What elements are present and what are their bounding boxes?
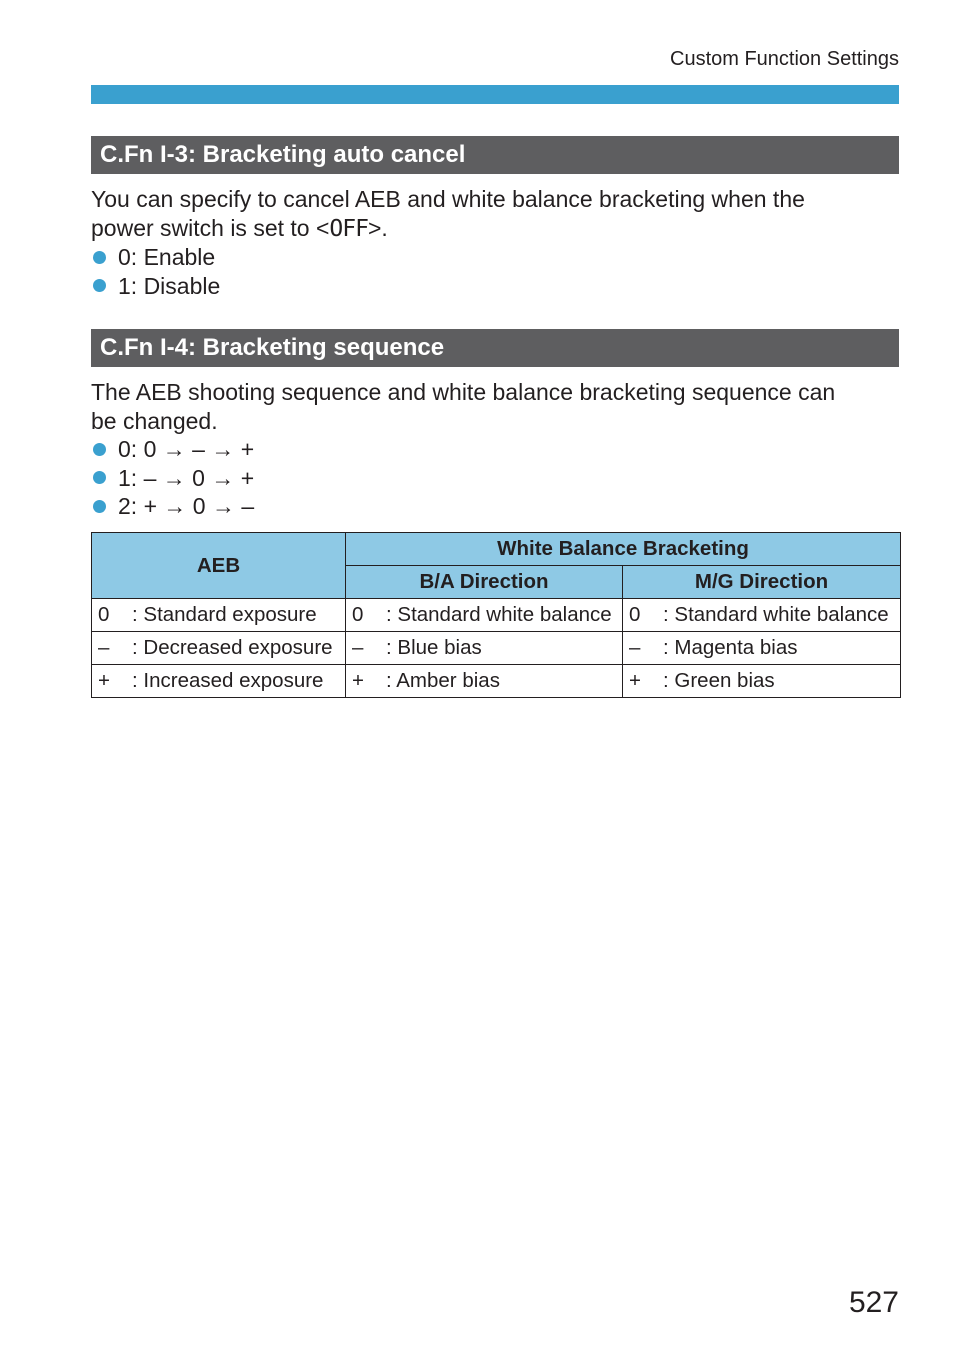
running-header: Custom Function Settings [670, 48, 899, 70]
cell-description: : Standard exposure [132, 603, 317, 626]
bullet-dot-icon [93, 471, 106, 484]
cell-description: : Magenta bias [663, 636, 798, 659]
cell-description: : Blue bias [386, 636, 482, 659]
table-cell-aeb [92, 599, 346, 632]
paragraph-line: be changed. [91, 407, 218, 434]
cell-symbol: + [629, 669, 641, 692]
cell-symbol: + [98, 669, 110, 692]
cell-symbol: – [629, 636, 641, 659]
header-accent-bar [91, 85, 899, 104]
cell-description: : Increased exposure [132, 669, 324, 692]
cell-description: : Green bias [663, 669, 775, 692]
table-row [92, 599, 901, 632]
option-label: 2: + → 0 → – [118, 493, 255, 519]
option-label: 1: – → 0 → + [118, 464, 255, 491]
table-cell-ba [346, 665, 623, 698]
option-label: 0: 0 → – → + [118, 436, 255, 462]
paragraph-line [91, 214, 899, 244]
cell-symbol: + [352, 669, 364, 692]
cell-description: : Standard white balance [386, 603, 612, 626]
table-cell-mg [623, 665, 901, 698]
table-cell-mg [623, 599, 901, 632]
column-header-wb-bracketing: White Balance Bracketing [346, 533, 901, 566]
bullet-dot-icon [93, 279, 106, 292]
table-row [92, 632, 901, 665]
paragraph-line: The AEB shooting sequence and white balance bracketing sequence can [91, 379, 836, 405]
cell-description: : Amber bias [386, 669, 500, 692]
paragraph-text: power switch is set to < [91, 214, 330, 241]
power-off-icon: OFF [329, 215, 368, 242]
column-header-ba-direction: B/A Direction [346, 566, 623, 599]
option-item [91, 435, 899, 464]
table-cell-aeb [92, 632, 346, 665]
option-item [91, 243, 899, 272]
cell-description: : Decreased exposure [132, 636, 333, 659]
bullet-dot-icon [93, 443, 106, 456]
table-cell-ba [346, 632, 623, 665]
page-number: 527 [848, 1286, 899, 1319]
option-item [91, 464, 899, 493]
table-header-row [92, 533, 901, 566]
cell-symbol: 0 [98, 603, 110, 626]
section-body-bracketing-auto-cancel [91, 185, 899, 300]
section-title-bracketing-sequence: C.Fn I-4: Bracketing sequence [91, 329, 899, 367]
bullet-dot-icon [93, 500, 106, 513]
option-label: 1: Disable [118, 272, 221, 299]
table-cell-mg [623, 632, 901, 665]
column-header-aeb: AEB [92, 533, 346, 599]
cell-symbol: – [352, 636, 364, 659]
bracketing-sequence-table [91, 532, 901, 698]
paragraph-text: >. [367, 214, 388, 241]
column-header-mg-direction: M/G Direction [623, 566, 901, 599]
table-row [92, 665, 901, 698]
option-item [91, 492, 899, 521]
section-title-bracketing-auto-cancel: C.Fn I-3: Bracketing auto cancel [91, 136, 899, 174]
table-cell-aeb [92, 665, 346, 698]
cell-symbol: – [98, 636, 110, 659]
cell-description: : Standard white balance [663, 603, 889, 626]
table-cell-ba [346, 599, 623, 632]
paragraph-line: You can specify to cancel AEB and white balance bracketing when the [91, 186, 805, 212]
cell-symbol: 0 [629, 603, 641, 626]
option-item [91, 272, 899, 301]
option-label: 0: Enable [118, 244, 216, 270]
bullet-dot-icon [93, 251, 106, 264]
cell-symbol: 0 [352, 603, 364, 626]
section-body-bracketing-sequence [91, 378, 899, 521]
